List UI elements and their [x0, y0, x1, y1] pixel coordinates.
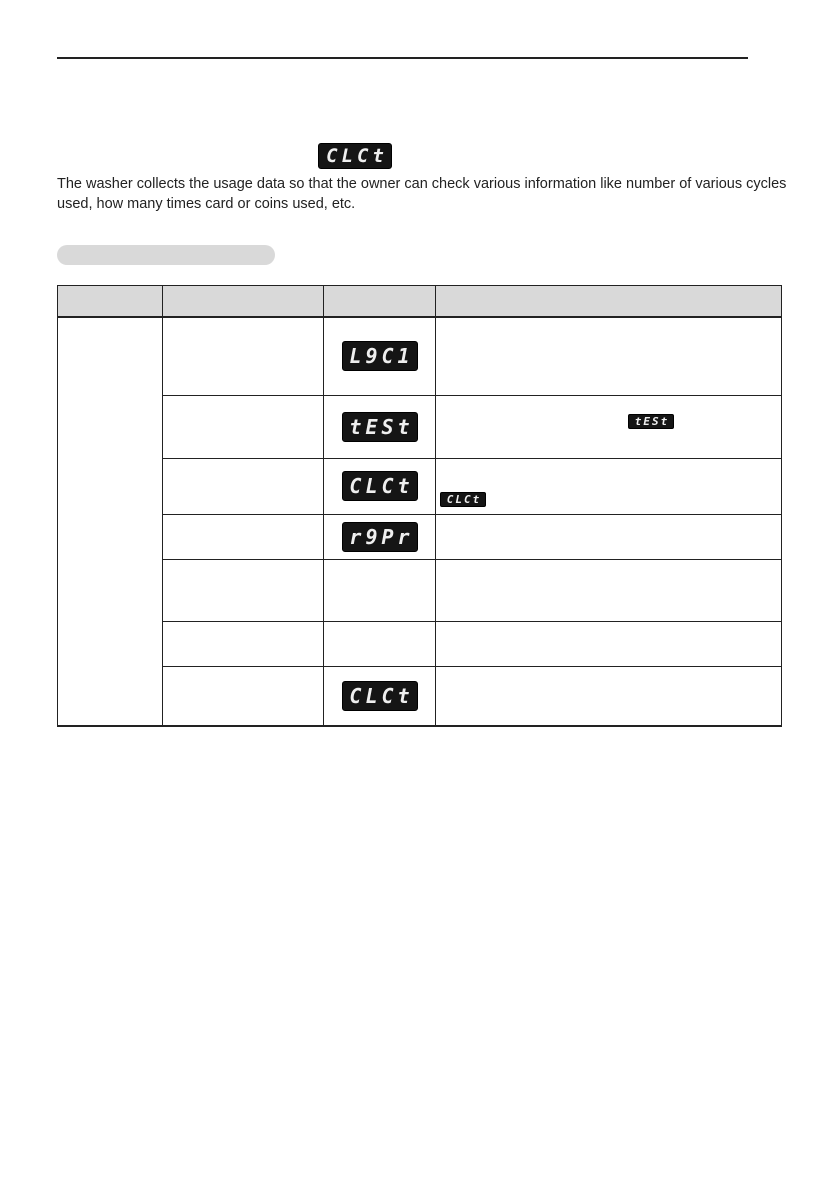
description-cell: [436, 395, 782, 458]
header-col-2: [163, 286, 324, 318]
description-cell: [436, 458, 782, 514]
step-cell: [163, 458, 324, 514]
display-code: CLCt: [342, 681, 418, 711]
description-cell: [436, 559, 782, 621]
description-cell: [436, 666, 782, 726]
step-cell: [163, 666, 324, 726]
header-col-4: [436, 286, 782, 318]
table-row: [58, 559, 782, 621]
display-cell: [324, 317, 436, 395]
inline-display-code: tESt: [628, 414, 674, 429]
table-row: [58, 317, 782, 395]
heading-display-code: CLCt: [318, 143, 392, 169]
step-cell: [163, 317, 324, 395]
table-row: [58, 666, 782, 726]
table-row: [58, 458, 782, 514]
usage-data-table: [57, 285, 782, 727]
step-cell: [163, 621, 324, 666]
group-cell: [58, 317, 163, 726]
intro-paragraph: The washer collects the usage data so that the owner can check various information like number of various cycles used, how many times card or coins used, etc.: [57, 176, 787, 212]
display-cell: [324, 458, 436, 514]
step-cell: [163, 559, 324, 621]
header-col-3: [324, 286, 436, 318]
display-code: L9C1: [342, 341, 418, 371]
table-row: [58, 395, 782, 458]
display-cell: [324, 514, 436, 559]
display-cell: [324, 666, 436, 726]
description-cell: [436, 621, 782, 666]
display-cell: [324, 621, 436, 666]
display-code: tESt: [342, 412, 418, 442]
table-row: [58, 514, 782, 559]
table-row: [58, 621, 782, 666]
description-cell: [436, 514, 782, 559]
description-cell: [436, 317, 782, 395]
page-top-rule: [57, 57, 748, 59]
display-code: CLCt: [342, 471, 418, 501]
inline-display-code: CLCt: [440, 492, 486, 507]
header-col-1: [58, 286, 163, 318]
step-cell: [163, 395, 324, 458]
table-header-row: [58, 286, 782, 318]
section-label-pill: [57, 245, 275, 265]
display-cell: [324, 559, 436, 621]
display-code: r9Pr: [342, 522, 418, 552]
display-cell: [324, 395, 436, 458]
step-cell: [163, 514, 324, 559]
